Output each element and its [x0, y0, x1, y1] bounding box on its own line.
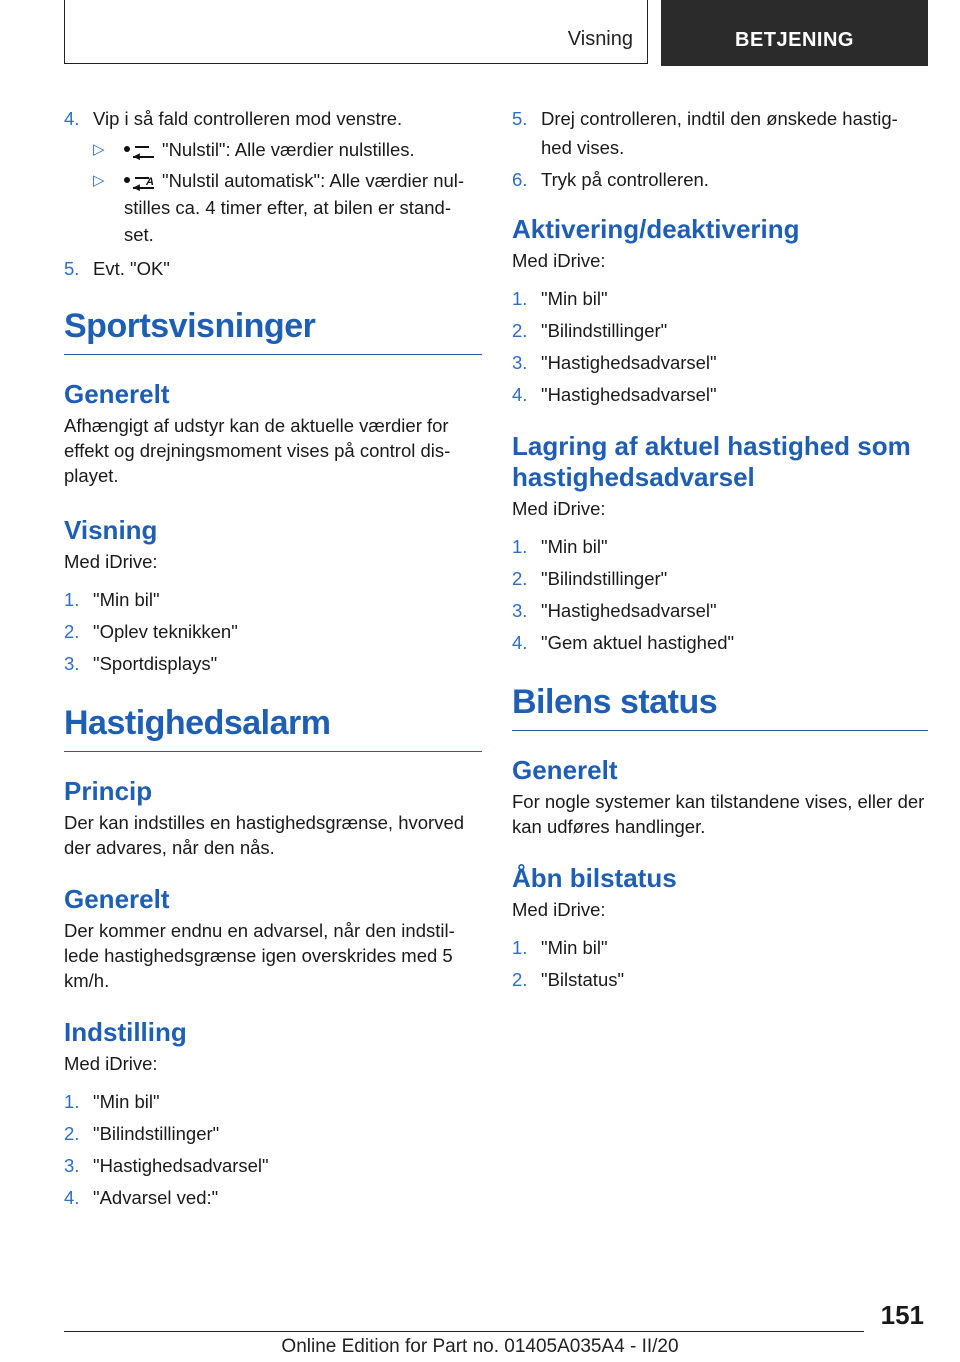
list-item: [64, 1119, 482, 1148]
list-number: 1.: [512, 288, 528, 309]
section-heading-sportsvisninger: Sportsvisninger: [64, 307, 482, 355]
indstilling-list: [64, 1087, 482, 1212]
list-text: "Bilindstillinger": [541, 320, 668, 341]
list-number: 1.: [64, 589, 80, 610]
list-text: Drej controlleren, indtil den ønskede hastig- hed vises.: [541, 108, 898, 158]
subheading-aabn-bilstatus: Åbn bilstatus: [512, 863, 677, 893]
subheading-generelt: Generelt: [64, 884, 170, 914]
sub-item-reset: [64, 136, 482, 163]
list-item: [64, 104, 482, 133]
list-number: 5.: [512, 108, 528, 129]
list-number: 2.: [64, 621, 80, 642]
subheading-indstilling: Indstilling: [64, 1017, 187, 1047]
section-heading-bilens-status: Bilens status: [512, 683, 928, 731]
list-text: "Gem aktuel hastighed": [541, 632, 735, 653]
list-text: "Bilstatus": [541, 969, 625, 990]
list-item: [64, 617, 482, 646]
right-column: [512, 104, 928, 997]
auto-reset-icon: ◀ A: [124, 175, 154, 189]
list-item: [512, 380, 928, 409]
list-text: Evt. "OK": [93, 258, 170, 279]
list-number: 2.: [512, 969, 528, 990]
list-number: 1.: [64, 1091, 80, 1112]
sub-item-auto-reset: [64, 167, 482, 248]
list-text: "Min bil": [541, 937, 608, 958]
list-number: 5.: [64, 258, 80, 279]
aktivering-list: [512, 284, 928, 409]
sub-text: "Nulstil": Alle værdier nulstilles.: [162, 139, 415, 160]
list-item: [64, 254, 482, 283]
list-text: "Advarsel ved:": [93, 1187, 219, 1208]
paragraph: Med iDrive:: [512, 250, 606, 271]
left-column: [64, 104, 482, 1215]
page-header: [64, 0, 928, 66]
list-item: [64, 1087, 482, 1116]
list-item: [512, 165, 928, 194]
aabn-list: [512, 933, 928, 994]
visning-list: [64, 585, 482, 678]
subheading-generelt: Generelt: [64, 379, 170, 409]
continued-list: [512, 104, 928, 194]
list-text: "Bilindstillinger": [541, 568, 668, 589]
subheading-princip: Princip: [64, 776, 153, 806]
list-text: "Hastighedsadvarsel": [93, 1155, 269, 1176]
list-number: 3.: [64, 1155, 80, 1176]
list-number: 3.: [512, 352, 528, 373]
list-item: [512, 596, 928, 625]
list-text: "Sportdisplays": [93, 653, 218, 674]
list-item: [512, 532, 928, 561]
list-item: [64, 1151, 482, 1180]
list-number: 4.: [512, 384, 528, 405]
triangle-bullet-icon: ▷: [93, 141, 105, 158]
list-text: "Hastighedsadvarsel": [541, 384, 717, 405]
list-item: [512, 316, 928, 345]
list-text: "Min bil": [93, 589, 160, 610]
paragraph: Med iDrive:: [512, 498, 606, 519]
list-item: [512, 348, 928, 377]
list-number: 1.: [512, 536, 528, 557]
paragraph: For nogle systemer kan tilstandene vises, eller der kan udføres handlinger.: [512, 791, 925, 837]
section-heading-hastighedsalarm: Hastighedsalarm: [64, 704, 482, 752]
list-number: 2.: [512, 320, 528, 341]
list-item: [512, 104, 928, 162]
section-title: Visning: [567, 28, 633, 50]
sub-text: "Nulstil automatisk": Alle værdier nul- stilles ca. 4 timer efter, at bilen er stand- set.: [124, 170, 465, 245]
reset-icon: ◀: [124, 144, 154, 158]
list-text: "Bilindstillinger": [93, 1123, 220, 1144]
list-text: "Min bil": [541, 536, 608, 557]
paragraph: Afhængigt af udstyr kan de aktuelle værdier for effekt og drejningsmoment vises på control dis- playet.: [64, 415, 451, 486]
paragraph: Med iDrive:: [64, 551, 158, 572]
paragraph: Der kan indstilles en hastighedsgrænse, hvorved der advares, når den nås.: [64, 812, 465, 858]
list-number: 2.: [512, 568, 528, 589]
footer-divider: [64, 1331, 864, 1332]
list-text: Tryk på controlleren.: [541, 169, 709, 190]
page-number: 151: [880, 1300, 924, 1330]
list-number: 2.: [64, 1123, 80, 1144]
list-number: 3.: [512, 600, 528, 621]
subheading-lagring: Lagring af aktuel hastighed som hastighedsadvarsel: [512, 431, 911, 492]
subheading-aktivering: Aktivering/deaktivering: [512, 214, 800, 244]
triangle-bullet-icon: ▷: [93, 172, 105, 189]
list-text: "Min bil": [541, 288, 608, 309]
list-text: "Hastighedsadvarsel": [541, 600, 717, 621]
chapter-title: BETJENING: [735, 29, 854, 51]
list-item: [512, 965, 928, 994]
list-item: [512, 564, 928, 593]
list-text: "Min bil": [93, 1091, 160, 1112]
list-item: [512, 628, 928, 657]
paragraph: Med iDrive:: [512, 899, 606, 920]
list-number: 4.: [64, 1187, 80, 1208]
section-tab: [64, 0, 648, 64]
list-item: [512, 933, 928, 962]
paragraph: Med iDrive:: [64, 1053, 158, 1074]
list-text: Vip i så fald controlleren mod venstre.: [93, 108, 403, 129]
chapter-tab: [661, 0, 928, 66]
list-item: [64, 585, 482, 614]
list-number: 4.: [64, 108, 80, 129]
list-item: [512, 284, 928, 313]
lagring-list: [512, 532, 928, 657]
list-text: "Oplev teknikken": [93, 621, 238, 642]
footer-edition: Online Edition for Part no. 01405A035A4 - II/20: [281, 1336, 679, 1357]
subheading-visning: Visning: [64, 515, 158, 545]
list-number: 3.: [64, 653, 80, 674]
list-number: 6.: [512, 169, 528, 190]
list-item: [64, 649, 482, 678]
list-number: 4.: [512, 632, 528, 653]
list-number: 1.: [512, 937, 528, 958]
subheading-generelt: Generelt: [512, 755, 618, 785]
list-item: [64, 1183, 482, 1212]
list-text: "Hastighedsadvarsel": [541, 352, 717, 373]
paragraph: Der kommer endnu en advarsel, når den indstil- lede hastighedsgrænse igen overskrides med 5 km/h.: [64, 920, 455, 991]
